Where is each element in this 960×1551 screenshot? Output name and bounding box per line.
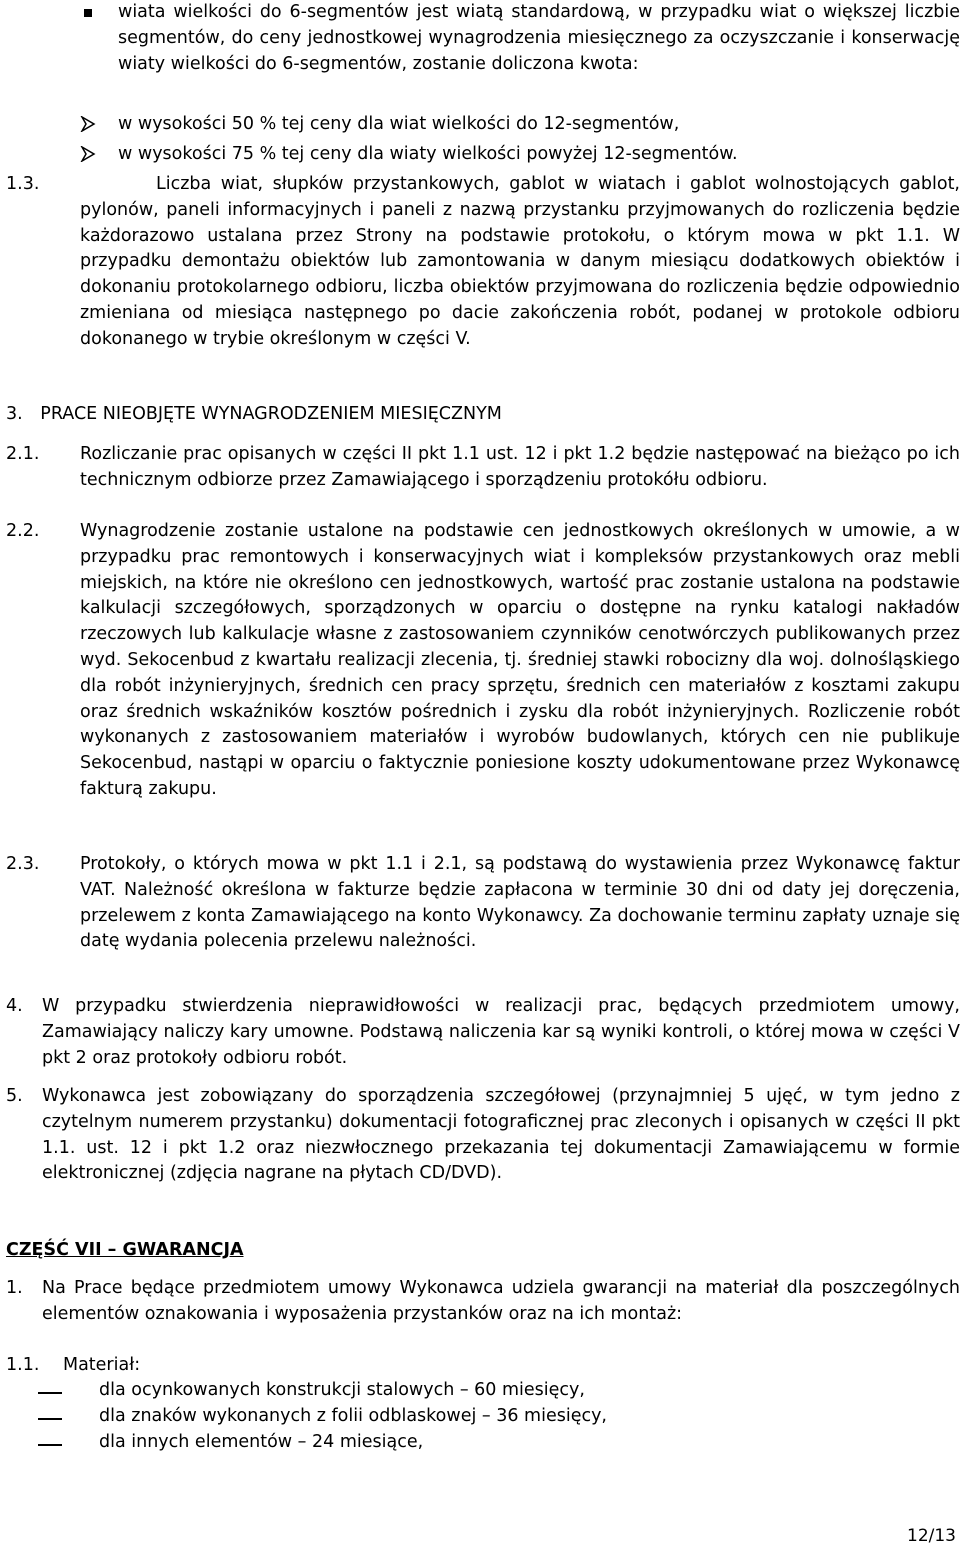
intro-bullet-text: wiata wielkości do 6-segmentów jest wiatą standardową, w przypadku wiat o większej liczbie segmentów, do ceny jednostkowej wynagrodzenia miesięcznego za oczyszczanie i konserwację wiaty wielkości do 6-segmentów, zostanie doliczona kwota: [118,2,960,74]
square-bullet-icon [84,9,92,17]
section-1-3-body: Liczba wiat, słupków przystankowych, gablot w wiatach i gablot wolnostojących gablot, pylonów, paneli informacyjnych i paneli z nazwą przystanku przyjmowanych do rozliczenia będzie każdorazowo ustalana przez Strony na podstawie protokołu, o którym mowa w pkt 1.1. W przypadku demontażu obiektów lub zamontowania w danym miesiącu dodatkowych obiektów i dokonaniu protokolarnego odbioru, liczba obiektów przyjmowana do rozliczenia będzie odpowiednio zmieniana od miesiąca następnego po dacie zakończenia robót, podanej w protokole odbioru dokonanego w trybie określonym w części V. [80,174,960,349]
section-4-text: W przypadku stwierdzenia nieprawidłowości w realizacji prac, będących przedmiotem umowy, Zamawiający naliczy kary umowne. Podstawą naliczenia kar są wyniki kontroli, o której mowa w części V pkt 2 oraz protokoły odbioru robót. [42,996,960,1068]
section-5-text: Wykonawca jest zobowiązany do sporządzenia szczegółowej (przynajmniej 5 ujęć, w tym jedno z czytelnym numerem przystanku) dokumentacji fotograficznej prac zleconych i opisanych w części II pkt 1.1. ust. 12 i pkt 1.2 oraz niezwłocznego przekazania tej dokumentacji Zamawiającemu w formie elektronicznej (zdjęcia nagrane na płytach CD/DVD). [42,1086,960,1184]
item-2-3-text: Protokoły, o których mowa w pkt 1.1 i 2.1, są podstawą do wystawienia przez Wykonawcę faktur VAT. Należność określona w fakturze będzie zapłacona w terminie 30 dni od daty jej doręczenia, przelewem z konta Zamawiającego na konto Wykonawcy. Za dochowanie terminu zapłaty uznaje się datę wydania polecenia przelewu należności. [80,854,960,952]
section-1-3-text [80,172,960,353]
section-number: 4. [6,996,23,1016]
section-5 [0,1084,960,1187]
item-2-3 [0,852,960,955]
dash-item-text: dla znaków wykonanych z folii odblaskowej – 36 miesięcy, [99,1406,607,1426]
part-vii-item-1-1 [6,1353,906,1379]
item-number: 1. [6,1278,23,1298]
sub-item-text: w wysokości 75 % tej ceny dla wiaty wielkości powyżej 12-segmentów. [118,144,738,164]
dash-bullet-icon [38,1444,62,1446]
section-3-title: PRACE NIEOBJĘTE WYNAGRODZENIEM MIESIĘCZNYM [40,404,502,424]
sub-item-75-percent [0,142,960,168]
item-number: 2.3. [6,854,40,874]
dash-bullet-icon [38,1418,62,1420]
item-number: 1.1. [6,1355,40,1375]
sub-item-text: w wysokości 50 % tej ceny dla wiat wielkości do 12-segmentów, [118,114,680,134]
item-2-2-text: Wynagrodzenie zostanie ustalone na podstawie cen jednostkowych określonych w umowie, a w przypadku prac remontowych i konserwacyjnych wiat i kompleksów przystankowych oraz mebli miejskich, na które nie określono cen jednostkowych, wartość prac zostanie ustalona na podstawie kalkulacji szczegółowych, sporządzonych w oparciu o dostępne na rynku katalogi nakładów rzeczowych lub kalkulacje własne z zastosowaniem czynników cenotwórczych publikowanych przez wyd. Sekocenbud z kwartału realizacji zlecenia, tj. średniej stawki robocizny dla woj. dolnośląskiego dla robót inżynieryjnych, średnich cen pracy sprzętu, średnich cen materiałów z kosztami zakupu oraz średnich wskaźników kosztów pośrednich i zysku dla robót inżynieryjnych. Rozliczenie robót wykonanych z zastosowaniem materiałów i wyrobów budowlanych, których cen nie publikuje Sekocenbud, nastąpi w oparciu o faktycznie poniesione koszty udokumentowane przez Wykonawcę fakturą zakupu. [80,521,960,799]
item-2-1-text: Rozliczanie prac opisanych w części II pkt 1.1 ust. 12 i pkt 1.2 będzie następować na bieżąco po ich technicznym odbiorze przez Zamawiającego i sporządzeniu protokółu odbioru. [80,444,960,490]
item-number: 2.1. [6,444,40,464]
sub-item-50-percent [0,112,960,138]
item-label: Materiał: [62,1355,141,1375]
dash-item [0,1378,960,1404]
page-number: 12/13 [907,1526,956,1546]
item-2-2 [0,519,960,803]
part-vii-heading: CZĘŚĆ VII – GWARANCJA [6,1240,244,1260]
section-number: 1.3. [6,174,40,194]
item-2-1 [0,442,960,494]
dash-bullet-icon [38,1392,62,1394]
intro-bullet-item [0,0,960,104]
dash-item-text: dla ocynkowanych konstrukcji stalowych – 60 miesięcy, [99,1380,585,1400]
dash-item-text: dla innych elementów – 24 miesiące, [99,1432,424,1452]
arrow-bullet-icon [80,116,96,132]
section-1-3 [0,172,960,353]
section-number: 5. [6,1086,23,1106]
part-vii-item-1-text: Na Prace będące przedmiotem umowy Wykonawca udziela gwarancji na materiał dla poszczególnych elementów oznakowania i wyposażenia przystanków oraz na ich montaż: [42,1278,960,1324]
dash-item [0,1430,960,1456]
section-4 [0,994,960,1071]
section-3-heading [6,402,906,428]
part-vii-item-1 [0,1276,960,1328]
arrow-bullet-icon [80,146,96,162]
section-3-number: 3. [6,404,23,424]
dash-item [0,1404,960,1430]
item-number: 2.2. [6,521,40,541]
